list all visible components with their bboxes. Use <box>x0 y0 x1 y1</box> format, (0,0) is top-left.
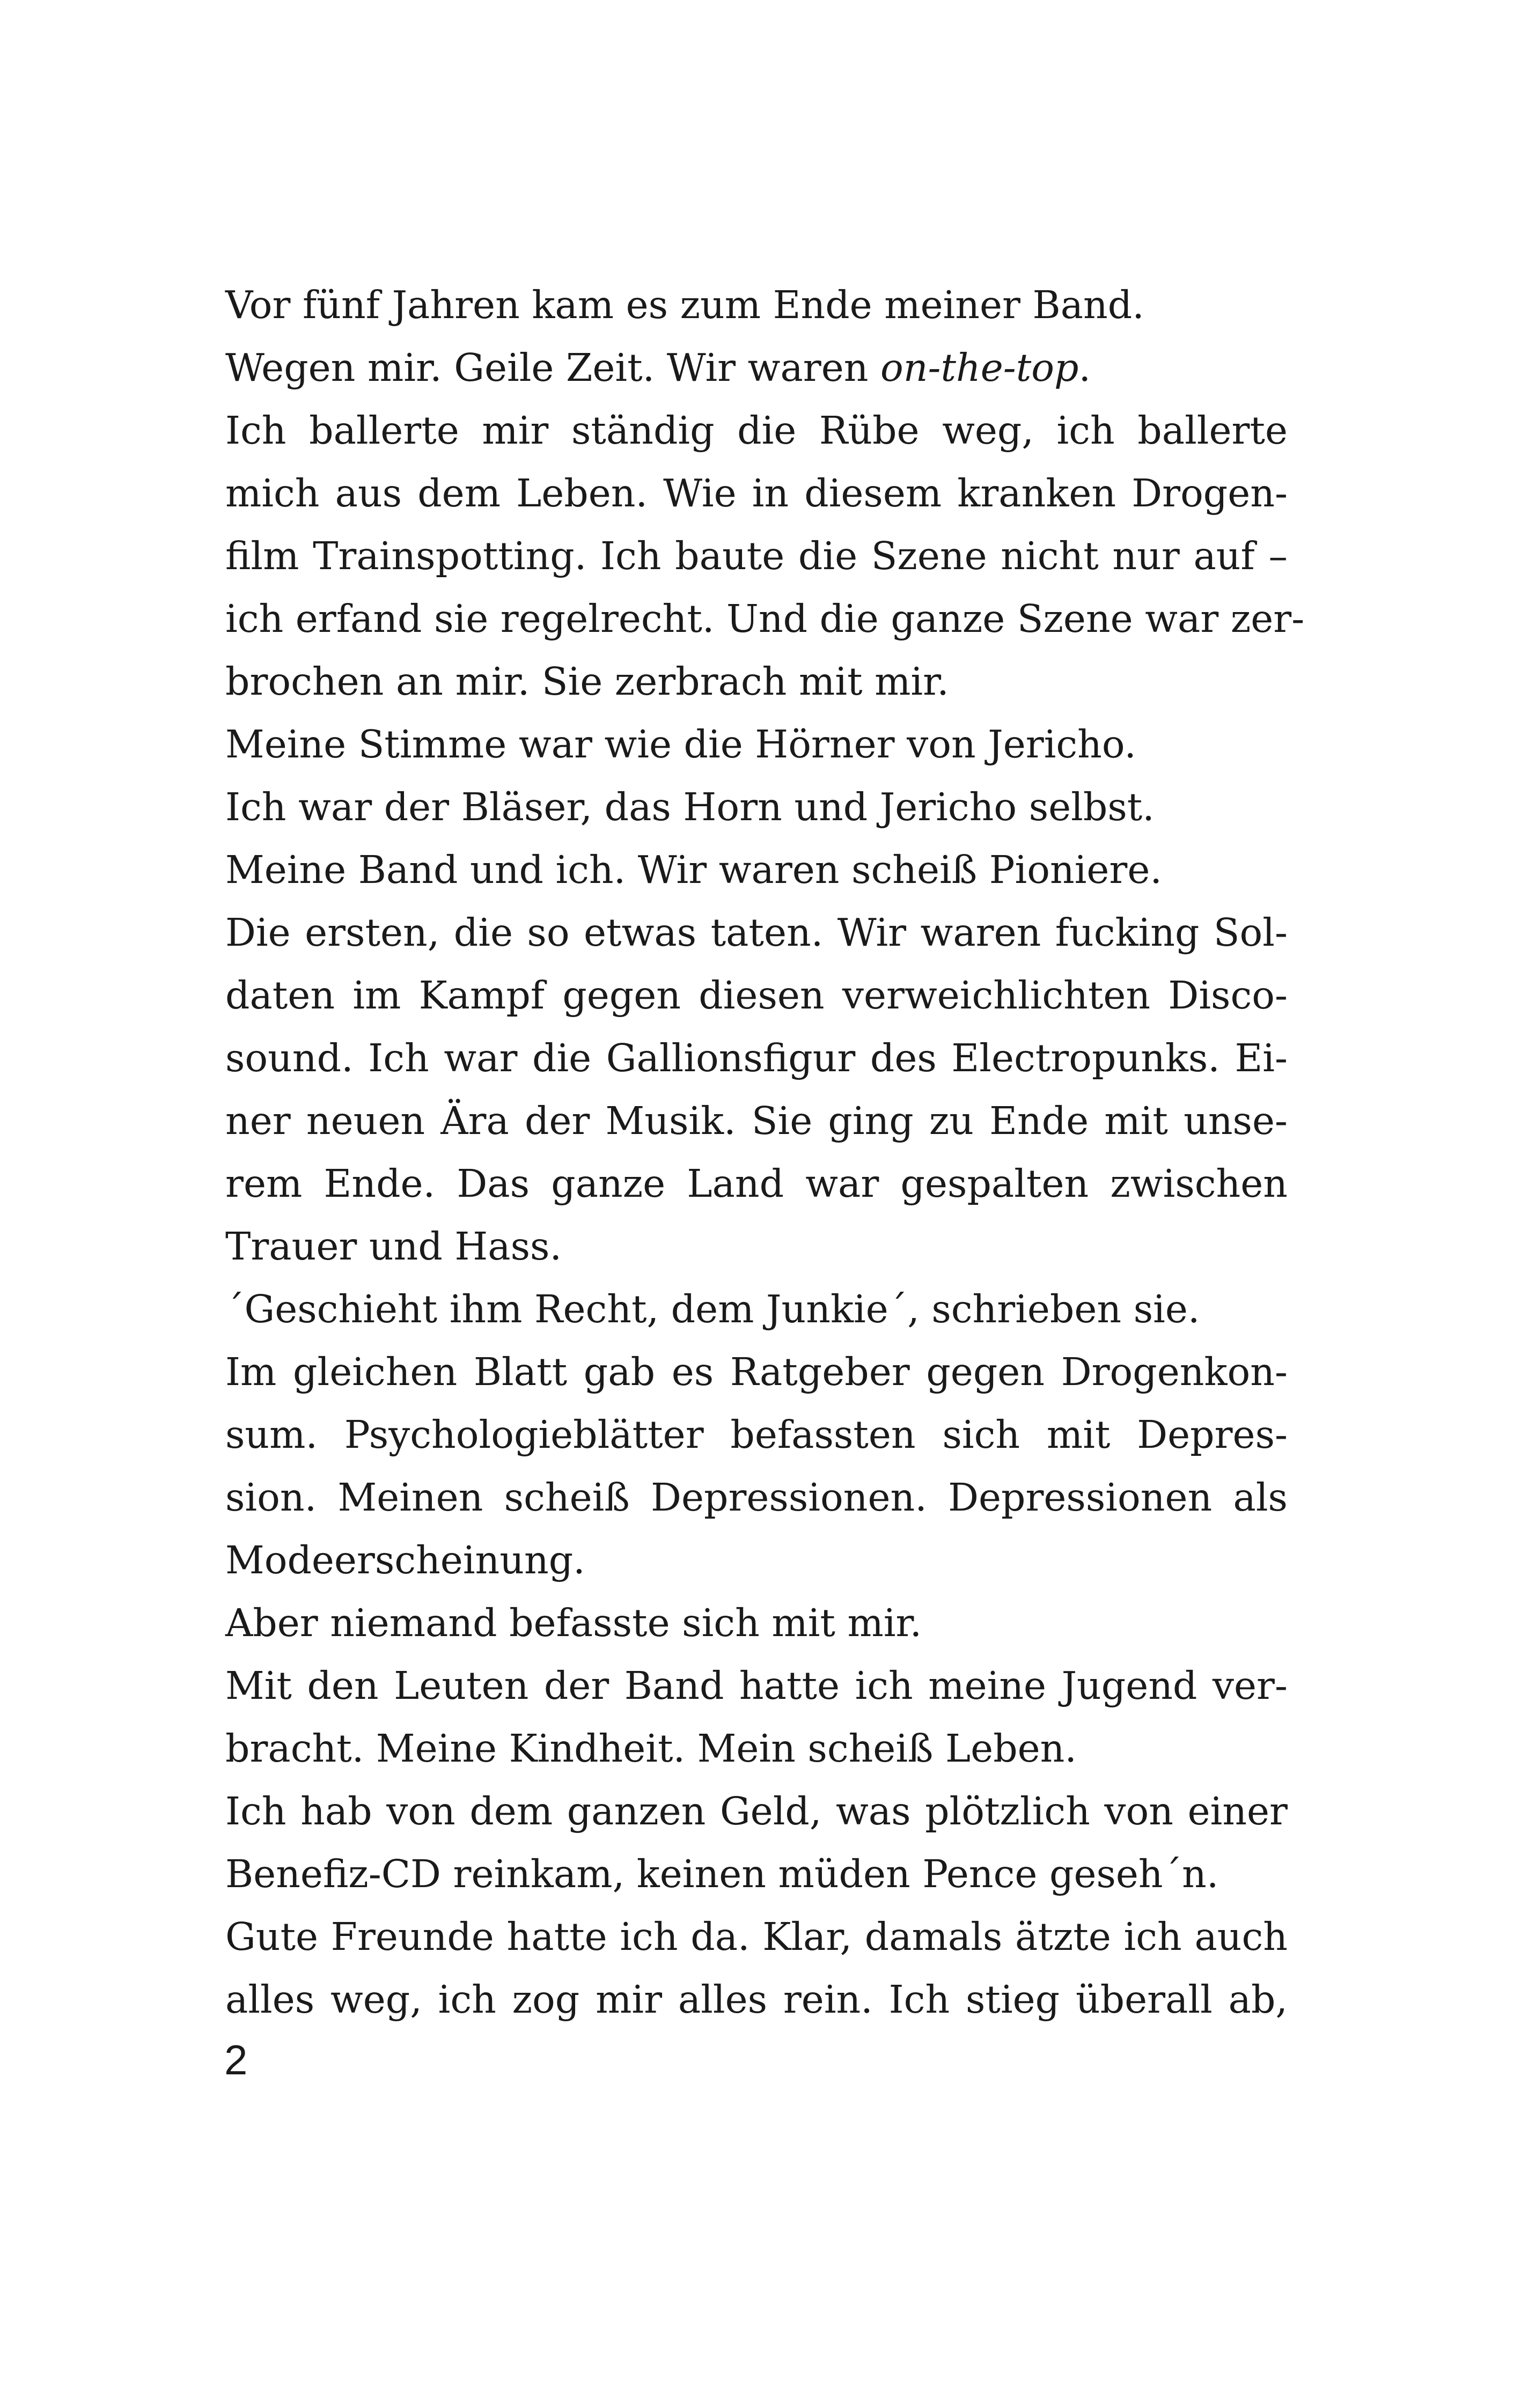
body-text <box>225 274 1305 2031</box>
text-line: Trauer und Hass. <box>225 1224 562 1269</box>
text-line: Benefiz-CD reinkam, keinen müden Pence geseh´n. <box>225 1852 1219 1896</box>
text-line: Meine Band und ich. Wir waren scheiß Pioniere. <box>225 848 1162 892</box>
page-number: 2 <box>224 2036 248 2083</box>
text-segment: Wegen mir. Geile Zeit. Wir waren <box>225 345 881 390</box>
text-line: Mit den Leuten der Band hatte ich meine Jugend ver- <box>225 1663 1288 1708</box>
text-line: ´Geschieht ihm Recht, dem Junkie´, schrieben sie. <box>225 1287 1200 1331</box>
text-line: sound. Ich war die Gallionsfigur des Electropunks. Ei- <box>225 1036 1288 1080</box>
text-line: Gute Freunde hatte ich da. Klar, damals ätzte ich auch <box>225 1914 1288 1959</box>
text-line: sion. Meinen scheiß Depressionen. Depressionen als <box>225 1475 1288 1520</box>
text-line: sum. Psychologieblätter befassten sich mit Depres- <box>225 1412 1288 1457</box>
text-line: mich aus dem Leben. Wie in diesem kranken Drogen- <box>225 471 1288 516</box>
text-segment: . <box>1078 345 1091 390</box>
text-line: rem Ende. Das ganze Land war gespalten zwischen <box>225 1161 1288 1206</box>
text-line: Modeerscheinung. <box>225 1538 585 1582</box>
text-line: Im gleichen Blatt gab es Ratgeber gegen Drogenkon- <box>225 1350 1288 1394</box>
text-line: Ich hab von dem ganzen Geld, was plötzlich von einer <box>225 1789 1288 1833</box>
text-line: Vor fünf Jahren kam es zum Ende meiner Band. <box>225 283 1144 327</box>
text-line: Ich ballerte mir ständig die Rübe weg, ich ballerte <box>225 408 1288 453</box>
text-line: ich erfand sie regelrecht. Und die ganze Szene war zer- <box>225 597 1305 641</box>
italic-phrase: on-the-top <box>880 345 1079 390</box>
text-line: Die ersten, die so etwas taten. Wir waren fucking Sol- <box>225 910 1288 955</box>
text-line: bracht. Meine Kindheit. Mein scheiß Leben. <box>225 1726 1077 1771</box>
text-line: film Trainspotting. Ich baute die Szene nicht nur auf – <box>225 534 1288 578</box>
text-line: Ich war der Bläser, das Horn und Jericho selbst. <box>225 785 1155 829</box>
text-line: alles weg, ich zog mir alles rein. Ich stieg überall ab, <box>225 1977 1288 2022</box>
text-line: brochen an mir. Sie zerbrach mit mir. <box>225 659 949 704</box>
text-line: Aber niemand befasste sich mit mir. <box>225 1601 922 1645</box>
text-line: ner neuen Ära der Musik. Sie ging zu Ende mit unse- <box>225 1099 1288 1143</box>
text-line: daten im Kampf gegen diesen verweichlichten Disco- <box>225 973 1288 1018</box>
text-line <box>225 336 1288 399</box>
text-line: Meine Stimme war wie die Hörner von Jericho. <box>225 722 1136 767</box>
